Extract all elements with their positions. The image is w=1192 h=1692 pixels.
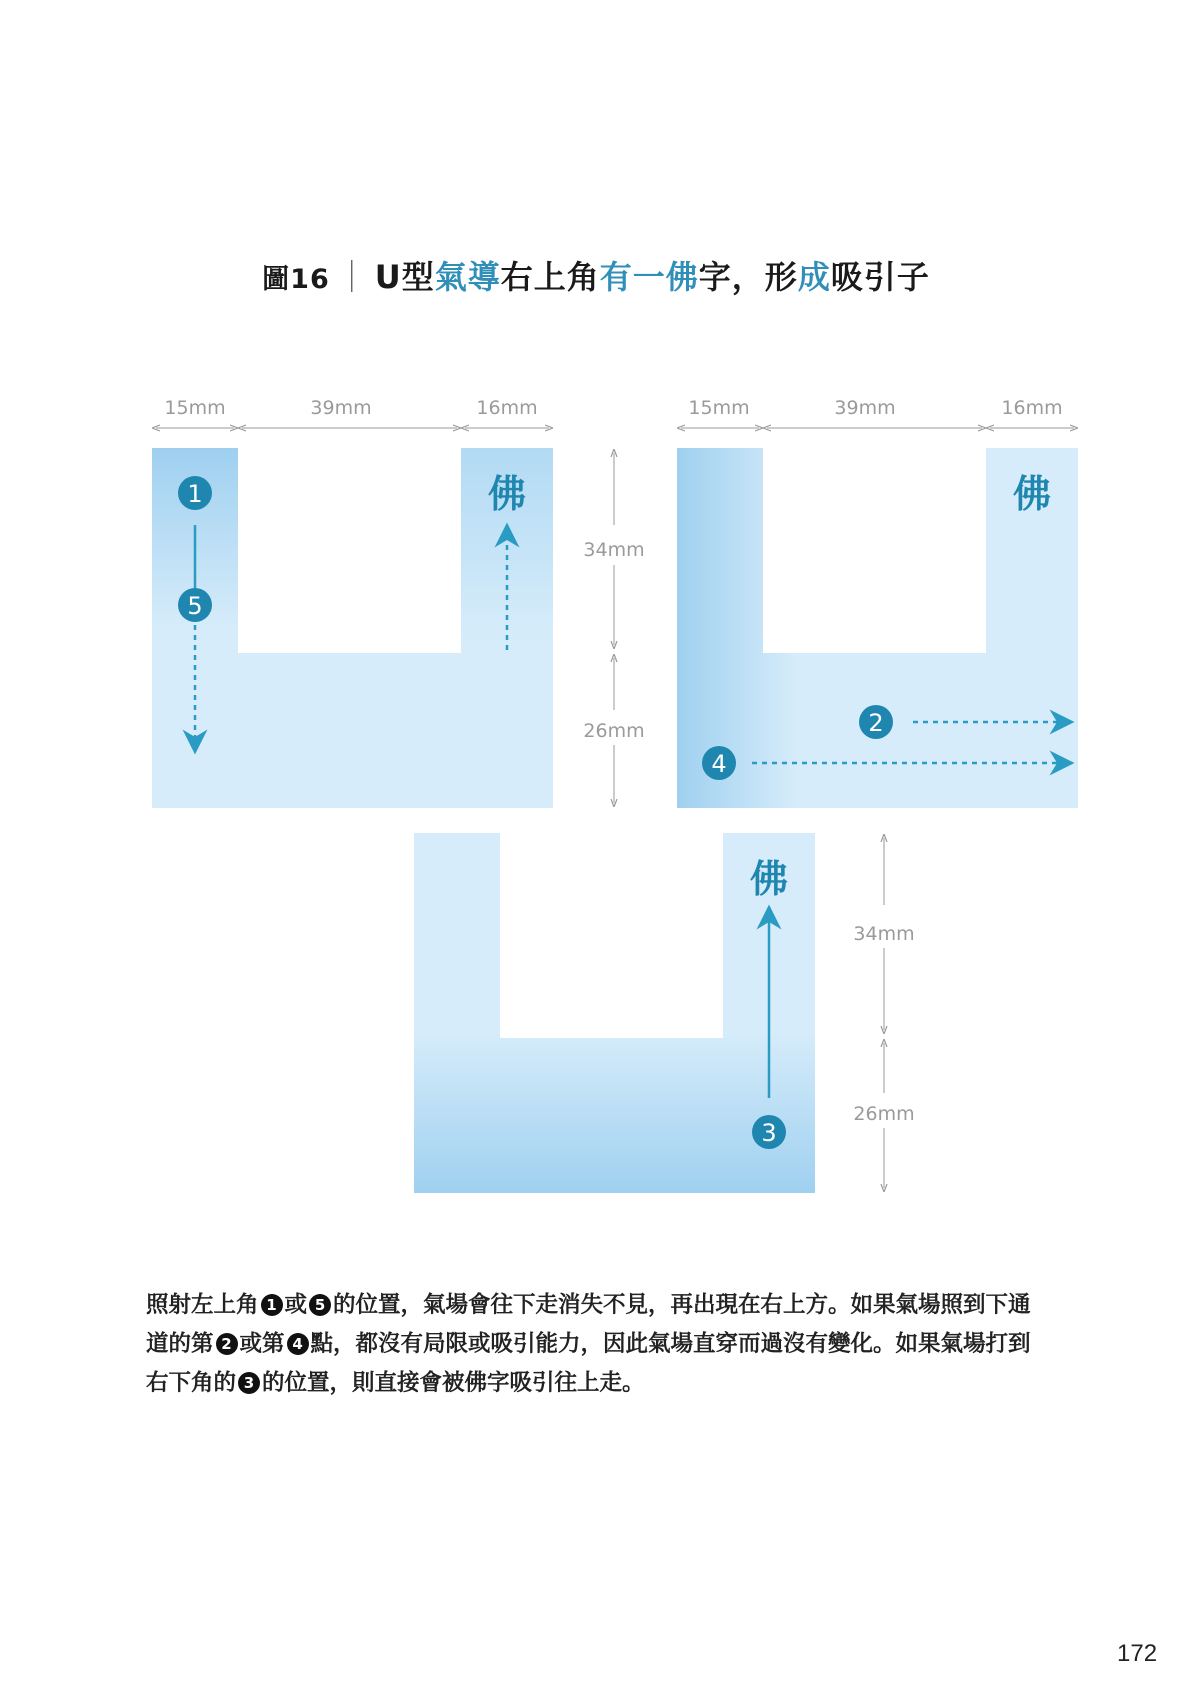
width-label: 15mm — [164, 397, 226, 419]
height-label: 34mm — [853, 923, 915, 945]
width-label: 39mm — [310, 397, 372, 419]
u-shape-top-right — [677, 448, 1078, 808]
inline-number-badge: 5 — [309, 1294, 331, 1316]
title-part: U型 — [374, 258, 435, 296]
dimensions-top-right — [681, 397, 1074, 428]
marker-2 — [859, 705, 893, 739]
marker-3 — [752, 1115, 786, 1149]
marker-1 — [178, 476, 212, 510]
width-label: 39mm — [834, 397, 896, 419]
height-label: 26mm — [583, 720, 645, 742]
title-part: 吸引子 — [830, 258, 930, 296]
height-label: 26mm — [853, 1103, 915, 1125]
svg-text:1: 1 — [187, 480, 203, 508]
caption-text: 道的第 — [146, 1331, 214, 1357]
buddha-character: 佛 — [487, 472, 527, 516]
caption-text: 的位置，氣場會往下走消失不見，再出現在右上方。如果氣場照到下通 — [333, 1292, 1031, 1318]
caption-text: 或第 — [239, 1331, 285, 1357]
marker-4 — [702, 746, 736, 780]
caption-text: 右下角的 — [146, 1370, 237, 1396]
svg-text:2: 2 — [868, 709, 884, 737]
width-label: 16mm — [1001, 397, 1063, 419]
caption-text: 的位置，則直接會被佛字吸引往上走。 — [262, 1370, 645, 1396]
title-part: 有一佛 — [599, 258, 699, 296]
svg-text:3: 3 — [761, 1119, 777, 1147]
width-label: 16mm — [476, 397, 538, 419]
height-label: 34mm — [583, 539, 645, 561]
title-separator: ｜ — [335, 258, 369, 296]
caption-line — [146, 1364, 1086, 1403]
u-shape-top-left — [152, 448, 553, 808]
caption-line — [146, 1286, 1086, 1325]
dimensions-bottom — [853, 838, 914, 1188]
width-label: 15mm — [688, 397, 750, 419]
svg-text:5: 5 — [187, 592, 203, 620]
dimensions-top-left — [156, 397, 549, 428]
dimensions-middle — [583, 453, 644, 803]
figure-number: 圖16 — [262, 264, 330, 295]
inline-number-badge: 2 — [216, 1333, 238, 1355]
inline-number-badge: 1 — [261, 1294, 283, 1316]
inline-number-badge: 4 — [287, 1333, 309, 1355]
marker-5 — [178, 588, 212, 622]
title-part: 氣導 — [434, 258, 501, 296]
title-part: 成 — [797, 258, 831, 296]
inline-number-badge: 3 — [238, 1372, 260, 1394]
caption-text: 點，都沒有局限或吸引能力，因此氣場直穿而過沒有變化。如果氣場打到 — [310, 1331, 1031, 1357]
u-shape-bottom — [414, 833, 815, 1193]
caption-text: 照射左上角 — [146, 1292, 259, 1318]
title-part: 字，形 — [698, 258, 798, 296]
caption-line — [146, 1325, 1086, 1364]
title-part: 右上角 — [500, 258, 600, 296]
buddha-character: 佛 — [1012, 472, 1052, 516]
figure-caption — [146, 1286, 1086, 1403]
svg-text:4: 4 — [711, 750, 727, 778]
buddha-character: 佛 — [749, 857, 789, 901]
caption-text: 或 — [284, 1292, 308, 1318]
page-number: 172 — [1117, 1640, 1158, 1667]
